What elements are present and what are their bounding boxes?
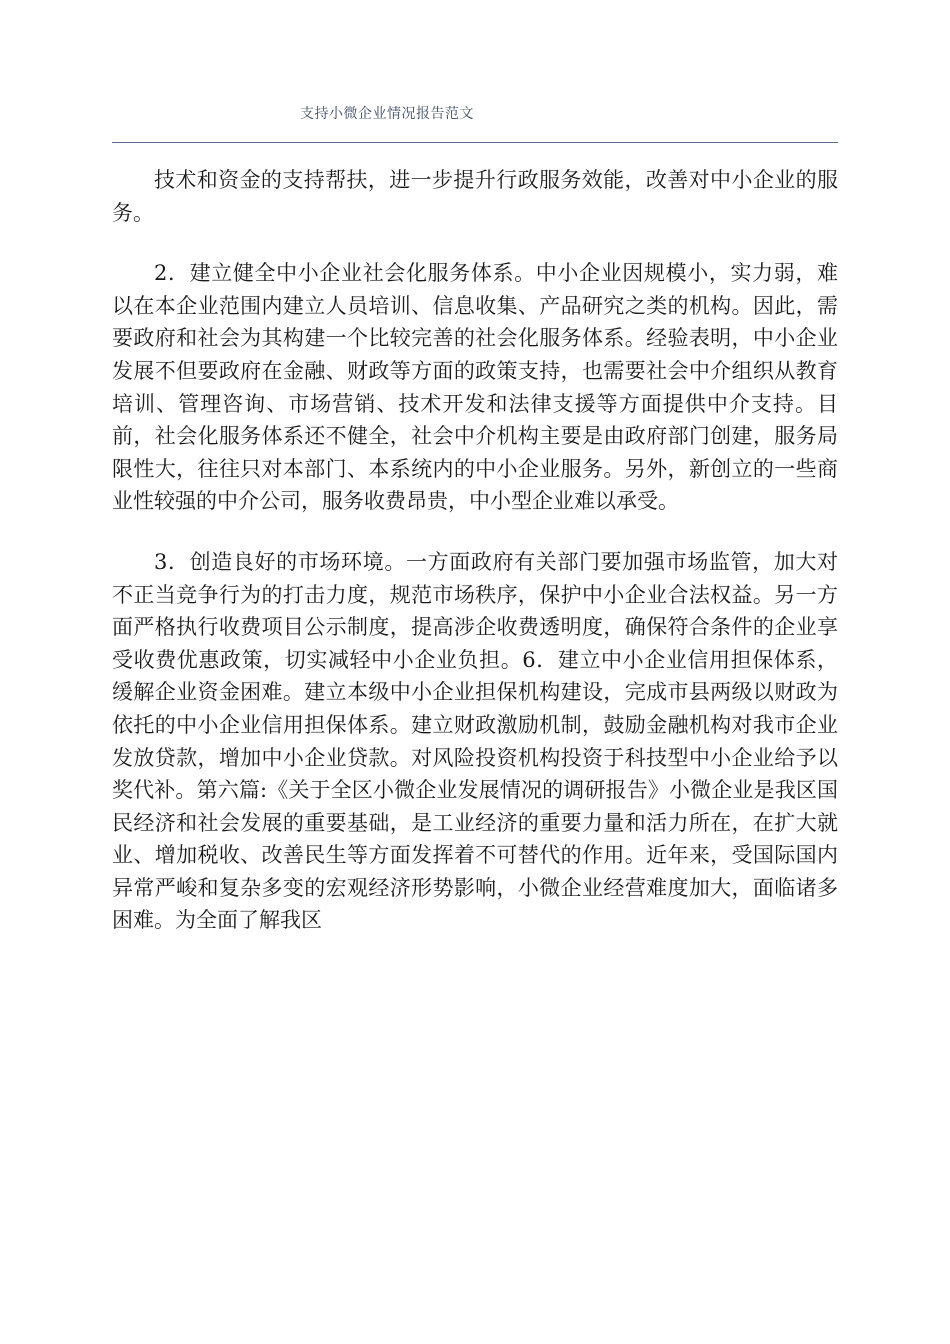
paragraph-2: 2．建立健全中小企业社会化服务体系。中小企业因规模小，实力弱，难以在本企业范围内建立人员培训、信息收集、产品研究之类的机构。因此，需要政府和社会为其构建一个比较完善的社会化服务体系。经验表明，中小企业发展不但要政府在金融、财政等方面的政策支持，也需要社会中介组织从教育培训、管理咨询、市场营销、技术开发和法律支援等方面提供中介支持。目前，社会化服务体系还不健全，社会中介机构主要是由政府部门创建，服务局限性大，往往只对本部门、本系统内的中小企业服务。另外，新创立的一些商业性较强的中介公司，服务收费昂贵，中小型企业难以承受。 <box>112 261 838 514</box>
paragraph-3: 3．创造良好的市场环境。一方面政府有关部门要加强市场监管，加大对不正当竞争行为的打击力度，规范市场秩序，保护中小企业合法权益。另一方面严格执行收费项目公示制度，提高涉企收费透明度，确保符合条件的企业享受收费优惠政策，切实减轻中小企业负担。6．建立中小企业信用担保体系，缓解企业资金困难。建立本级中小企业担保机构建设，完成市县两级以财政为依托的中小企业信用担保体系。建立财政激励机制，鼓励金融机构对我市企业发放贷款，增加中小企业贷款。对风险投资机构投资于科技型中小企业给予以奖代补。第六篇:《关于全区小微企业发展情况的调研报告》小微企业是我区国民经济和社会发展的重要基础，是工业经济的重要力量和活力所在，在扩大就业、增加税收、改善民生等方面发挥着不可替代的作用。近年来，受国际国内异常严峻和复杂多变的宏观经济形势影响，小微企业经营难度加大，面临诸多困难。为全面了解我区 <box>112 549 838 933</box>
header-title: 支持小微企业情况报告范文 <box>300 106 474 122</box>
paragraph-1: 技术和资金的支持帮扶，进一步提升行政服务效能，改善对中小企业的服务。 <box>112 168 838 225</box>
document-body <box>112 164 838 937</box>
page-header <box>112 97 838 143</box>
